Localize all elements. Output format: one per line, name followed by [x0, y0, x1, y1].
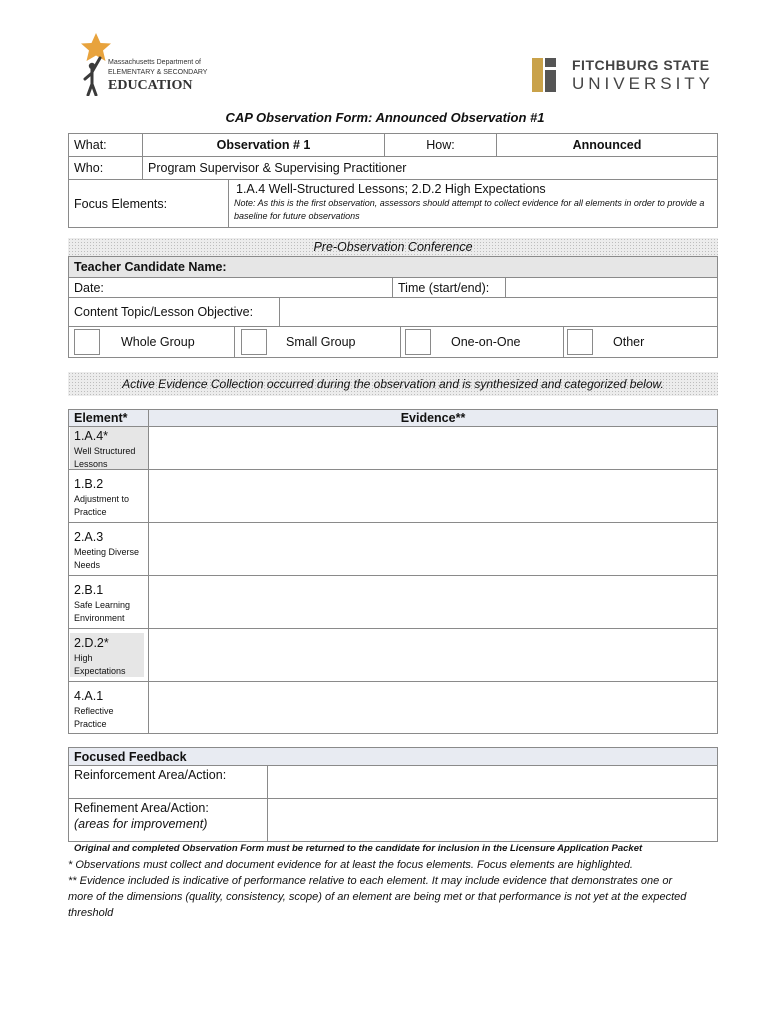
- fsu-logo-line2: UNIVERSITY: [572, 74, 715, 93]
- group-row: [68, 326, 718, 358]
- element-code: 2.B.1: [74, 583, 104, 597]
- element-code: 1.A.4*: [74, 429, 109, 443]
- evidence-field[interactable]: [148, 469, 718, 523]
- candidate-name-label: Teacher Candidate Name:: [68, 256, 718, 278]
- one-on-one-checkbox[interactable]: [405, 329, 431, 355]
- focus-value-cell: [228, 179, 718, 228]
- small-group-checkbox[interactable]: [241, 329, 267, 355]
- topic-field[interactable]: [279, 297, 718, 327]
- element-row: [68, 681, 149, 734]
- evidence-field[interactable]: [148, 681, 718, 734]
- what-value: Observation # 1: [142, 133, 385, 157]
- group-divider: [400, 326, 401, 358]
- evidence-field[interactable]: [148, 426, 718, 470]
- other-label: Other: [613, 335, 645, 349]
- what-label: What:: [68, 133, 143, 157]
- refinement-field[interactable]: [267, 798, 718, 842]
- evidence-field[interactable]: [148, 575, 718, 629]
- element-name: Adjustment to Practice: [74, 494, 130, 517]
- one-on-one-label: One-on-One: [451, 335, 521, 349]
- evidence-banner: Active Evidence Collection occurred during the observation and is synthesized and categorized below.: [68, 372, 718, 396]
- element-header: Element*: [68, 409, 149, 427]
- element-row: [68, 522, 149, 576]
- element-row: [68, 575, 149, 629]
- element-code: 2.A.3: [74, 530, 104, 544]
- footnote-1: * Observations must collect and document evidence for at least the focus elements. Focus elements are highlighted.: [68, 859, 633, 871]
- whole-group-label: Whole Group: [121, 335, 195, 349]
- element-row: [68, 469, 149, 523]
- feedback-heading: Focused Feedback: [68, 747, 718, 766]
- dese-logo-line1: Massachusetts Department of: [108, 59, 201, 66]
- evidence-field[interactable]: [148, 628, 718, 682]
- time-field[interactable]: [505, 277, 718, 298]
- how-label: How:: [384, 133, 497, 157]
- dese-logo: [78, 32, 208, 98]
- dese-logo-line3: EDUCATION: [108, 78, 193, 93]
- fsu-mark-icon: [530, 56, 560, 94]
- element-name: Meeting Diverse Needs: [74, 547, 140, 570]
- date-label: Date:: [68, 277, 393, 298]
- return-note: Original and completed Observation Form must be returned to the candidate for inclusion in the Licensure Application Packet: [74, 843, 643, 854]
- small-group-label: Small Group: [286, 335, 356, 349]
- dese-logo-line2: ELEMENTARY & SECONDARY: [108, 69, 208, 76]
- focus-label: Focus Elements:: [68, 179, 229, 228]
- form-title: CAP Observation Form: Announced Observation #1: [225, 110, 545, 125]
- pre-observation-heading: Pre-Observation Conference: [68, 238, 718, 256]
- reinforcement-label: Reinforcement Area/Action:: [68, 765, 268, 799]
- whole-group-checkbox[interactable]: [74, 329, 100, 355]
- time-label: Time (start/end):: [392, 277, 506, 298]
- other-checkbox[interactable]: [567, 329, 593, 355]
- element-code: 4.A.1: [74, 689, 104, 703]
- fsu-logo: [530, 56, 722, 96]
- who-label: Who:: [68, 156, 143, 180]
- group-divider: [234, 326, 235, 358]
- element-name: Well Structured Lessons: [74, 446, 136, 469]
- who-value: Program Supervisor & Supervising Practitioner: [142, 156, 718, 180]
- reinforcement-field[interactable]: [267, 765, 718, 799]
- refinement-label-cell: [68, 798, 268, 842]
- fsu-logo-line1: FITCHBURG STATE: [572, 57, 710, 73]
- focus-value: 1.A.4 Well-Structured Lessons; 2.D.2 High Expectations: [236, 182, 546, 196]
- evidence-field[interactable]: [148, 522, 718, 576]
- refinement-label: Refinement Area/Action:: [74, 801, 209, 815]
- element-code: 1.B.2: [74, 477, 104, 491]
- how-value: Announced: [496, 133, 718, 157]
- element-row: [68, 628, 149, 682]
- group-divider: [563, 326, 564, 358]
- topic-label: Content Topic/Lesson Objective:: [68, 297, 280, 327]
- element-code: 2.D.2*: [74, 636, 109, 650]
- element-name: Safe Learning Environment: [74, 600, 131, 623]
- evidence-header: Evidence**: [148, 409, 718, 427]
- element-row: [68, 426, 149, 470]
- focus-note: Note: As this is the first observation, assessors should attempt to collect evidence for all elements in order to provide a baseline for future observations: [234, 198, 705, 221]
- element-name: High Expectations: [74, 653, 126, 676]
- refinement-sublabel: (areas for improvement): [74, 817, 208, 831]
- element-name: Reflective Practice: [74, 706, 114, 729]
- footnote-2: ** Evidence included is indicative of performance relative to each element. It may include evidence that demonstrates one or more of the dimensions (quality, consistency, scope) of an element are being met or that performance is not yet at the expected threshold: [68, 875, 687, 919]
